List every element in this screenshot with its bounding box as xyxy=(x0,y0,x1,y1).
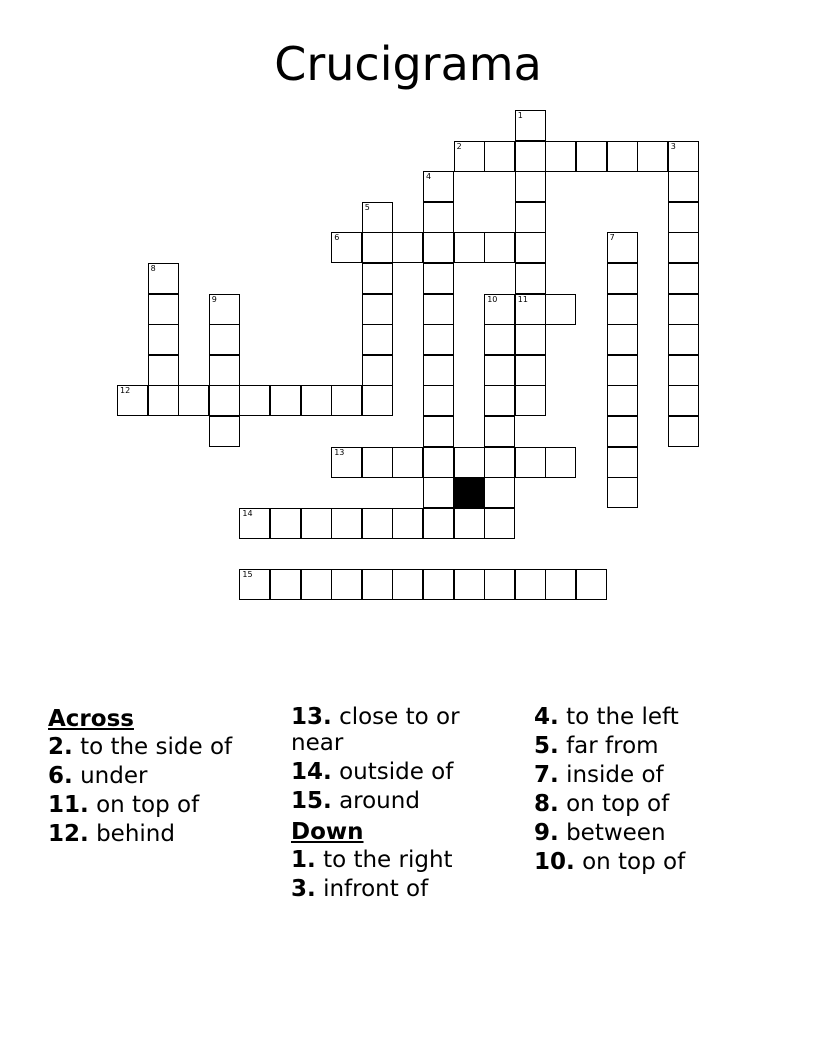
grid-cell[interactable] xyxy=(362,508,393,539)
grid-cell[interactable] xyxy=(607,263,638,294)
grid-cell[interactable] xyxy=(668,202,699,233)
clue-item-number: 4. xyxy=(534,704,559,730)
grid-cell[interactable] xyxy=(148,324,179,355)
grid-cell[interactable] xyxy=(423,385,454,416)
clue-column-3 xyxy=(534,704,734,878)
clue-item-number: 2. xyxy=(48,734,73,760)
clue-column-2 xyxy=(291,704,491,905)
clue-item-number: 11. xyxy=(48,792,89,818)
clue-number: 5 xyxy=(364,202,370,212)
grid-cell[interactable] xyxy=(270,508,301,539)
grid-cell[interactable] xyxy=(607,416,638,447)
grid-cell[interactable] xyxy=(148,263,179,294)
grid-cell[interactable] xyxy=(607,447,638,478)
grid-cell[interactable] xyxy=(545,569,576,600)
clue-item-text: infront of xyxy=(323,876,429,902)
clue-item xyxy=(534,820,734,846)
grid-cell[interactable] xyxy=(209,416,240,447)
clue-item xyxy=(48,821,248,847)
clue-item-number: 3. xyxy=(291,876,316,902)
grid-cell[interactable] xyxy=(392,569,423,600)
grid-cell[interactable] xyxy=(668,294,699,325)
grid-cell[interactable] xyxy=(392,447,423,478)
grid-cell[interactable] xyxy=(270,385,301,416)
clue-item-text: inside of xyxy=(566,762,664,788)
clue-number: 7 xyxy=(609,233,615,243)
grid-cell[interactable] xyxy=(209,355,240,386)
clue-item xyxy=(534,733,734,759)
grid-cell[interactable] xyxy=(668,141,699,172)
grid-cell[interactable] xyxy=(423,294,454,325)
grid-cell[interactable] xyxy=(270,569,301,600)
grid-cell[interactable] xyxy=(423,171,454,202)
grid-cell[interactable] xyxy=(423,569,454,600)
grid-cell[interactable] xyxy=(239,508,270,539)
grid-cell[interactable] xyxy=(454,447,485,478)
clue-item-text: to the right xyxy=(323,847,453,873)
clue-number: 14 xyxy=(242,508,253,518)
clue-number: 11 xyxy=(517,294,528,304)
grid-cell[interactable] xyxy=(362,569,393,600)
grid-cell[interactable] xyxy=(454,232,485,263)
grid-cell[interactable] xyxy=(423,324,454,355)
clue-item-number: 5. xyxy=(534,733,559,759)
grid-cell[interactable] xyxy=(392,232,423,263)
clue-item xyxy=(48,763,248,789)
grid-cell[interactable] xyxy=(515,141,546,172)
grid-cell[interactable] xyxy=(362,232,393,263)
grid-cell[interactable] xyxy=(545,447,576,478)
grid-cell[interactable] xyxy=(484,232,515,263)
clue-item-text: close to or near xyxy=(291,704,460,756)
grid-cell[interactable] xyxy=(668,324,699,355)
clue-column-1 xyxy=(48,704,248,850)
clue-number: 3 xyxy=(670,141,676,151)
clue-item xyxy=(48,734,248,760)
grid-cell[interactable] xyxy=(148,294,179,325)
grid-cell[interactable] xyxy=(576,141,607,172)
grid-cell[interactable] xyxy=(668,416,699,447)
page-title: Crucigrama xyxy=(274,37,542,91)
grid-cell[interactable] xyxy=(423,508,454,539)
grid-cell[interactable] xyxy=(148,385,179,416)
clue-number: 15 xyxy=(242,570,253,579)
grid-cell[interactable] xyxy=(362,263,393,294)
grid-cell[interactable] xyxy=(545,294,576,325)
clue-item-number: 7. xyxy=(534,762,559,788)
grid-cell[interactable] xyxy=(239,569,270,600)
clue-number: 12 xyxy=(120,386,131,396)
grid-cell[interactable] xyxy=(454,508,485,539)
grid-cell[interactable] xyxy=(423,416,454,447)
grid-cell[interactable] xyxy=(362,324,393,355)
grid-cell[interactable] xyxy=(607,385,638,416)
clue-item-number: 9. xyxy=(534,820,559,846)
clue-number: 1 xyxy=(517,111,523,120)
grid-cell[interactable] xyxy=(423,202,454,233)
clue-item xyxy=(291,704,491,756)
clue-item xyxy=(291,876,491,902)
grid-cell[interactable] xyxy=(392,508,423,539)
grid-cell[interactable] xyxy=(515,294,546,325)
grid-cell[interactable] xyxy=(515,171,546,202)
grid-cell[interactable] xyxy=(362,355,393,386)
clue-item-number: 14. xyxy=(291,759,332,785)
across-heading: Across xyxy=(48,706,134,732)
clue-number: 13 xyxy=(334,447,345,457)
clue-item-text: under xyxy=(80,763,148,789)
grid-cell[interactable] xyxy=(607,477,638,508)
grid-cell[interactable] xyxy=(454,141,485,172)
clue-item-number: 8. xyxy=(534,791,559,817)
grid-cell[interactable] xyxy=(668,355,699,386)
grid-cell[interactable] xyxy=(484,508,515,539)
grid-cell[interactable] xyxy=(515,110,546,141)
grid-cell[interactable] xyxy=(637,141,668,172)
clue-item-text: far from xyxy=(566,733,659,759)
grid-cell[interactable] xyxy=(423,263,454,294)
clue-number: 8 xyxy=(150,264,156,273)
clue-item-text: to the left xyxy=(566,704,679,730)
grid-cell[interactable] xyxy=(607,324,638,355)
clue-item xyxy=(291,788,491,814)
grid-cell[interactable] xyxy=(515,385,546,416)
grid-cell[interactable] xyxy=(209,294,240,325)
clue-item-text: behind xyxy=(96,821,175,847)
grid-cell[interactable] xyxy=(484,385,515,416)
grid-cell[interactable] xyxy=(423,447,454,478)
clue-item-number: 13. xyxy=(291,704,332,730)
grid-cell[interactable] xyxy=(515,569,546,600)
grid-cell[interactable] xyxy=(362,294,393,325)
grid-cell[interactable] xyxy=(331,447,362,478)
clue-item-number: 12. xyxy=(48,821,89,847)
grid-cell[interactable] xyxy=(515,355,546,386)
clue-item-number: 15. xyxy=(291,788,332,814)
grid-cell[interactable] xyxy=(331,385,362,416)
grid-cell[interactable] xyxy=(545,141,576,172)
clue-item-number: 1. xyxy=(291,847,316,873)
clue-number: 4 xyxy=(426,172,432,182)
grid-cell[interactable] xyxy=(331,569,362,600)
clue-item xyxy=(534,704,734,730)
grid-cell[interactable] xyxy=(148,355,179,386)
grid-cell[interactable] xyxy=(607,294,638,325)
grid-cell[interactable] xyxy=(209,385,240,416)
grid-cell[interactable] xyxy=(607,141,638,172)
clue-item xyxy=(534,791,734,817)
grid-cell[interactable] xyxy=(484,355,515,386)
grid-cell[interactable] xyxy=(515,447,546,478)
grid-cell[interactable] xyxy=(423,477,454,508)
black-cell xyxy=(454,477,485,508)
grid-cell[interactable] xyxy=(301,508,332,539)
grid-cell[interactable] xyxy=(117,385,148,416)
grid-cell[interactable] xyxy=(576,569,607,600)
grid-cell[interactable] xyxy=(423,355,454,386)
grid-cell[interactable] xyxy=(607,355,638,386)
grid-cell[interactable] xyxy=(454,569,485,600)
grid-cell[interactable] xyxy=(484,324,515,355)
clue-item-number: 6. xyxy=(48,763,73,789)
clue-item-text: on top of xyxy=(96,792,200,818)
grid-cell[interactable] xyxy=(423,232,454,263)
grid-cell[interactable] xyxy=(362,385,393,416)
grid-cell[interactable] xyxy=(515,324,546,355)
grid-cell[interactable] xyxy=(209,324,240,355)
grid-cell[interactable] xyxy=(668,171,699,202)
clue-item-text: on top of xyxy=(566,791,670,817)
grid-cell[interactable] xyxy=(301,569,332,600)
grid-cell[interactable] xyxy=(668,385,699,416)
clue-number: 2 xyxy=(456,141,462,151)
clue-item-text: on top of xyxy=(582,849,686,875)
clue-item-text: around xyxy=(339,788,420,814)
grid-cell[interactable] xyxy=(362,447,393,478)
grid-cell[interactable] xyxy=(484,294,515,325)
clue-number: 6 xyxy=(334,233,340,243)
clue-item xyxy=(534,849,734,875)
grid-cell[interactable] xyxy=(331,508,362,539)
grid-cell[interactable] xyxy=(484,447,515,478)
grid-cell[interactable] xyxy=(178,385,209,416)
clue-item-number: 10. xyxy=(534,849,575,875)
clue-item-text: between xyxy=(566,820,666,846)
grid-cell[interactable] xyxy=(515,232,546,263)
clue-item xyxy=(534,762,734,788)
grid-cell[interactable] xyxy=(239,385,270,416)
grid-cell[interactable] xyxy=(301,385,332,416)
grid-cell[interactable] xyxy=(607,232,638,263)
grid-cell[interactable] xyxy=(515,263,546,294)
down-heading: Down xyxy=(291,819,364,845)
clue-item-text: to the side of xyxy=(80,734,233,760)
clue-item xyxy=(291,759,491,785)
clue-item-text: outside of xyxy=(339,759,454,785)
clue-item xyxy=(291,847,491,873)
clue-item xyxy=(48,792,248,818)
grid-cell[interactable] xyxy=(668,263,699,294)
grid-cell[interactable] xyxy=(668,232,699,263)
clue-number: 10 xyxy=(487,294,498,304)
grid-cell[interactable] xyxy=(484,569,515,600)
grid-cell[interactable] xyxy=(484,416,515,447)
grid-cell[interactable] xyxy=(331,232,362,263)
grid-cell[interactable] xyxy=(484,141,515,172)
grid-cell[interactable] xyxy=(362,202,393,233)
grid-cell[interactable] xyxy=(515,202,546,233)
clue-number: 9 xyxy=(211,294,217,304)
grid-cell[interactable] xyxy=(484,477,515,508)
